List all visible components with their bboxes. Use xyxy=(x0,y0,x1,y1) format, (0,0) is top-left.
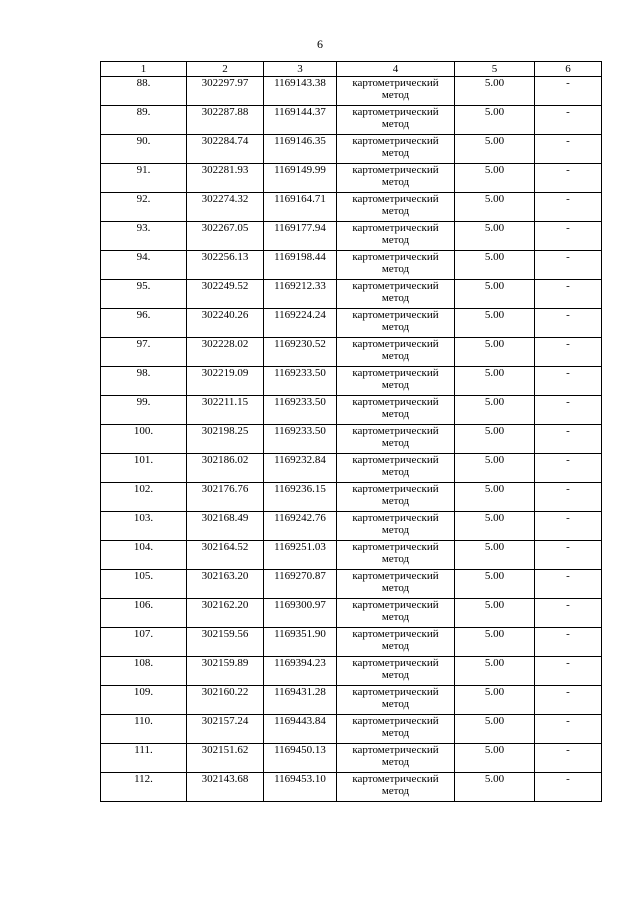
accuracy-cell: 5.00 xyxy=(455,657,535,686)
method-cell xyxy=(337,512,455,541)
note-cell: - xyxy=(535,657,602,686)
y-coordinate-cell: 1169177.94 xyxy=(264,222,337,251)
table-row xyxy=(101,309,602,338)
y-coordinate-cell: 1169198.44 xyxy=(264,251,337,280)
method-label-line2: метод xyxy=(381,582,410,594)
method-label-line1: картометрический xyxy=(352,135,439,147)
table-row xyxy=(101,106,602,135)
x-coordinate-cell: 302281.93 xyxy=(187,164,264,193)
method-label-line1: картометрический xyxy=(352,773,439,785)
y-coordinate-cell: 1169300.97 xyxy=(264,599,337,628)
point-number-cell: 94. xyxy=(101,251,187,280)
table-row xyxy=(101,251,602,280)
note-cell: - xyxy=(535,744,602,773)
method-label-line1: картометрический xyxy=(352,425,439,437)
method-cell xyxy=(337,599,455,628)
method-label-line1: картометрический xyxy=(352,338,439,350)
method-cell xyxy=(337,628,455,657)
point-number-cell: 90. xyxy=(101,135,187,164)
method-label-line1: картометрический xyxy=(352,686,439,698)
method-label-line2: метод xyxy=(381,756,410,768)
note-cell: - xyxy=(535,309,602,338)
note-cell: - xyxy=(535,251,602,280)
x-coordinate-cell: 302143.68 xyxy=(187,773,264,802)
accuracy-cell: 5.00 xyxy=(455,541,535,570)
accuracy-cell: 5.00 xyxy=(455,512,535,541)
point-number-cell: 106. xyxy=(101,599,187,628)
table-row xyxy=(101,657,602,686)
method-cell xyxy=(337,77,455,106)
accuracy-cell: 5.00 xyxy=(455,309,535,338)
accuracy-cell: 5.00 xyxy=(455,570,535,599)
table-row xyxy=(101,222,602,251)
y-coordinate-cell: 1169453.10 xyxy=(264,773,337,802)
table-row xyxy=(101,715,602,744)
x-coordinate-cell: 302267.05 xyxy=(187,222,264,251)
x-coordinate-cell: 302157.24 xyxy=(187,715,264,744)
point-number-cell: 103. xyxy=(101,512,187,541)
column-header: 6 xyxy=(535,62,602,77)
y-coordinate-cell: 1169431.28 xyxy=(264,686,337,715)
method-cell xyxy=(337,483,455,512)
note-cell: - xyxy=(535,454,602,483)
x-coordinate-cell: 302219.09 xyxy=(187,367,264,396)
point-number-cell: 110. xyxy=(101,715,187,744)
method-label-line2: метод xyxy=(381,263,410,275)
table-row xyxy=(101,164,602,193)
y-coordinate-cell: 1169233.50 xyxy=(264,367,337,396)
note-cell: - xyxy=(535,773,602,802)
table-row xyxy=(101,773,602,802)
x-coordinate-cell: 302164.52 xyxy=(187,541,264,570)
note-cell: - xyxy=(535,483,602,512)
method-label-line2: метод xyxy=(381,118,410,130)
note-cell: - xyxy=(535,425,602,454)
accuracy-cell: 5.00 xyxy=(455,425,535,454)
y-coordinate-cell: 1169242.76 xyxy=(264,512,337,541)
x-coordinate-cell: 302151.62 xyxy=(187,744,264,773)
x-coordinate-cell: 302240.26 xyxy=(187,309,264,338)
point-number-cell: 109. xyxy=(101,686,187,715)
point-number-cell: 104. xyxy=(101,541,187,570)
method-cell xyxy=(337,773,455,802)
method-label-line1: картометрический xyxy=(352,77,439,89)
point-number-cell: 102. xyxy=(101,483,187,512)
y-coordinate-cell: 1169164.71 xyxy=(264,193,337,222)
method-cell xyxy=(337,193,455,222)
accuracy-cell: 5.00 xyxy=(455,77,535,106)
table-row xyxy=(101,135,602,164)
note-cell: - xyxy=(535,222,602,251)
x-coordinate-cell: 302176.76 xyxy=(187,483,264,512)
method-label-line2: метод xyxy=(381,350,410,362)
table-row xyxy=(101,483,602,512)
x-coordinate-cell: 302211.15 xyxy=(187,396,264,425)
method-label-line1: картометрический xyxy=(352,164,439,176)
x-coordinate-cell: 302249.52 xyxy=(187,280,264,309)
y-coordinate-cell: 1169230.52 xyxy=(264,338,337,367)
y-coordinate-cell: 1169224.24 xyxy=(264,309,337,338)
table-row xyxy=(101,193,602,222)
y-coordinate-cell: 1169232.84 xyxy=(264,454,337,483)
table-row xyxy=(101,570,602,599)
table-row xyxy=(101,425,602,454)
x-coordinate-cell: 302198.25 xyxy=(187,425,264,454)
method-label-line2: метод xyxy=(381,553,410,565)
y-coordinate-cell: 1169144.37 xyxy=(264,106,337,135)
note-cell: - xyxy=(535,367,602,396)
note-cell: - xyxy=(535,106,602,135)
point-number-cell: 112. xyxy=(101,773,187,802)
y-coordinate-cell: 1169236.15 xyxy=(264,483,337,512)
method-cell xyxy=(337,367,455,396)
point-number-cell: 93. xyxy=(101,222,187,251)
method-label-line2: метод xyxy=(381,379,410,391)
y-coordinate-cell: 1169251.03 xyxy=(264,541,337,570)
point-number-cell: 98. xyxy=(101,367,187,396)
note-cell: - xyxy=(535,77,602,106)
point-number-cell: 100. xyxy=(101,425,187,454)
method-label-line1: картометрический xyxy=(352,367,439,379)
y-coordinate-cell: 1169149.99 xyxy=(264,164,337,193)
accuracy-cell: 5.00 xyxy=(455,396,535,425)
y-coordinate-cell: 1169443.84 xyxy=(264,715,337,744)
point-number-cell: 97. xyxy=(101,338,187,367)
method-label-line1: картометрический xyxy=(352,657,439,669)
y-coordinate-cell: 1169212.33 xyxy=(264,280,337,309)
method-label-line2: метод xyxy=(381,176,410,188)
point-number-cell: 95. xyxy=(101,280,187,309)
coordinates-table xyxy=(100,61,602,802)
x-coordinate-cell: 302297.97 xyxy=(187,77,264,106)
method-label-line1: картометрический xyxy=(352,396,439,408)
point-number-cell: 101. xyxy=(101,454,187,483)
method-label-line1: картометрический xyxy=(352,715,439,727)
method-label-line2: метод xyxy=(381,321,410,333)
method-label-line1: картометрический xyxy=(352,570,439,582)
method-label-line1: картометрический xyxy=(352,599,439,611)
table-row xyxy=(101,396,602,425)
note-cell: - xyxy=(535,280,602,309)
table-row xyxy=(101,367,602,396)
method-label-line1: картометрический xyxy=(352,309,439,321)
method-label-line1: картометрический xyxy=(352,628,439,640)
y-coordinate-cell: 1169233.50 xyxy=(264,425,337,454)
table-row xyxy=(101,512,602,541)
note-cell: - xyxy=(535,338,602,367)
column-header: 3 xyxy=(264,62,337,77)
column-header: 4 xyxy=(337,62,455,77)
header-row xyxy=(101,62,602,77)
note-cell: - xyxy=(535,570,602,599)
method-cell xyxy=(337,715,455,744)
point-number-cell: 108. xyxy=(101,657,187,686)
method-cell xyxy=(337,541,455,570)
method-cell xyxy=(337,338,455,367)
x-coordinate-cell: 302287.88 xyxy=(187,106,264,135)
accuracy-cell: 5.00 xyxy=(455,106,535,135)
method-cell xyxy=(337,280,455,309)
method-cell xyxy=(337,396,455,425)
note-cell: - xyxy=(535,135,602,164)
x-coordinate-cell: 302159.89 xyxy=(187,657,264,686)
x-coordinate-cell: 302256.13 xyxy=(187,251,264,280)
y-coordinate-cell: 1169270.87 xyxy=(264,570,337,599)
table-row xyxy=(101,77,602,106)
x-coordinate-cell: 302168.49 xyxy=(187,512,264,541)
note-cell: - xyxy=(535,628,602,657)
note-cell: - xyxy=(535,541,602,570)
method-label-line2: метод xyxy=(381,408,410,420)
x-coordinate-cell: 302228.02 xyxy=(187,338,264,367)
point-number-cell: 91. xyxy=(101,164,187,193)
point-number-cell: 92. xyxy=(101,193,187,222)
accuracy-cell: 5.00 xyxy=(455,599,535,628)
note-cell: - xyxy=(535,193,602,222)
method-cell xyxy=(337,657,455,686)
method-label-line1: картометрический xyxy=(352,193,439,205)
point-number-cell: 99. xyxy=(101,396,187,425)
method-cell xyxy=(337,686,455,715)
y-coordinate-cell: 1169351.90 xyxy=(264,628,337,657)
method-label-line2: метод xyxy=(381,698,410,710)
table-row xyxy=(101,628,602,657)
method-cell xyxy=(337,251,455,280)
method-cell xyxy=(337,309,455,338)
method-label-line1: картометрический xyxy=(352,744,439,756)
method-label-line2: метод xyxy=(381,147,410,159)
y-coordinate-cell: 1169450.13 xyxy=(264,744,337,773)
table-row xyxy=(101,454,602,483)
method-label-line2: метод xyxy=(381,292,410,304)
table-row xyxy=(101,541,602,570)
y-coordinate-cell: 1169146.35 xyxy=(264,135,337,164)
method-label-line2: метод xyxy=(381,640,410,652)
accuracy-cell: 5.00 xyxy=(455,164,535,193)
method-cell xyxy=(337,164,455,193)
accuracy-cell: 5.00 xyxy=(455,744,535,773)
method-cell xyxy=(337,570,455,599)
method-label-line1: картометрический xyxy=(352,106,439,118)
column-header: 1 xyxy=(101,62,187,77)
table-row xyxy=(101,338,602,367)
y-coordinate-cell: 1169394.23 xyxy=(264,657,337,686)
accuracy-cell: 5.00 xyxy=(455,686,535,715)
method-label-line2: метод xyxy=(381,727,410,739)
method-label-line1: картометрический xyxy=(352,512,439,524)
point-number-cell: 111. xyxy=(101,744,187,773)
x-coordinate-cell: 302159.56 xyxy=(187,628,264,657)
x-coordinate-cell: 302163.20 xyxy=(187,570,264,599)
accuracy-cell: 5.00 xyxy=(455,715,535,744)
table-row xyxy=(101,686,602,715)
method-label-line1: картометрический xyxy=(352,222,439,234)
accuracy-cell: 5.00 xyxy=(455,628,535,657)
method-label-line2: метод xyxy=(381,466,410,478)
method-label-line2: метод xyxy=(381,89,410,101)
accuracy-cell: 5.00 xyxy=(455,773,535,802)
point-number-cell: 89. xyxy=(101,106,187,135)
table-row xyxy=(101,280,602,309)
method-cell xyxy=(337,135,455,164)
table-row xyxy=(101,599,602,628)
method-label-line2: метод xyxy=(381,611,410,623)
point-number-cell: 107. xyxy=(101,628,187,657)
accuracy-cell: 5.00 xyxy=(455,280,535,309)
method-label-line2: метод xyxy=(381,437,410,449)
x-coordinate-cell: 302162.20 xyxy=(187,599,264,628)
method-cell xyxy=(337,425,455,454)
method-label-line1: картометрический xyxy=(352,541,439,553)
method-label-line2: метод xyxy=(381,785,410,797)
accuracy-cell: 5.00 xyxy=(455,483,535,512)
method-cell xyxy=(337,222,455,251)
x-coordinate-cell: 302284.74 xyxy=(187,135,264,164)
accuracy-cell: 5.00 xyxy=(455,251,535,280)
method-cell xyxy=(337,454,455,483)
accuracy-cell: 5.00 xyxy=(455,135,535,164)
note-cell: - xyxy=(535,599,602,628)
accuracy-cell: 5.00 xyxy=(455,193,535,222)
method-cell xyxy=(337,744,455,773)
y-coordinate-cell: 1169233.50 xyxy=(264,396,337,425)
column-header: 2 xyxy=(187,62,264,77)
y-coordinate-cell: 1169143.38 xyxy=(264,77,337,106)
note-cell: - xyxy=(535,164,602,193)
note-cell: - xyxy=(535,686,602,715)
point-number-cell: 96. xyxy=(101,309,187,338)
x-coordinate-cell: 302160.22 xyxy=(187,686,264,715)
method-label-line2: метод xyxy=(381,495,410,507)
accuracy-cell: 5.00 xyxy=(455,454,535,483)
note-cell: - xyxy=(535,512,602,541)
method-label-line1: картометрический xyxy=(352,280,439,292)
point-number-cell: 88. xyxy=(101,77,187,106)
accuracy-cell: 5.00 xyxy=(455,338,535,367)
point-number-cell: 105. xyxy=(101,570,187,599)
method-label-line1: картометрический xyxy=(352,251,439,263)
method-label-line2: метод xyxy=(381,524,410,536)
accuracy-cell: 5.00 xyxy=(455,367,535,396)
x-coordinate-cell: 302274.32 xyxy=(187,193,264,222)
accuracy-cell: 5.00 xyxy=(455,222,535,251)
method-label-line1: картометрический xyxy=(352,483,439,495)
method-label-line1: картометрический xyxy=(352,454,439,466)
page-number: 6 xyxy=(317,37,323,51)
method-cell xyxy=(337,106,455,135)
method-label-line2: метод xyxy=(381,205,410,217)
note-cell: - xyxy=(535,396,602,425)
method-label-line2: метод xyxy=(381,234,410,246)
table-row xyxy=(101,744,602,773)
x-coordinate-cell: 302186.02 xyxy=(187,454,264,483)
column-header: 5 xyxy=(455,62,535,77)
note-cell: - xyxy=(535,715,602,744)
method-label-line2: метод xyxy=(381,669,410,681)
